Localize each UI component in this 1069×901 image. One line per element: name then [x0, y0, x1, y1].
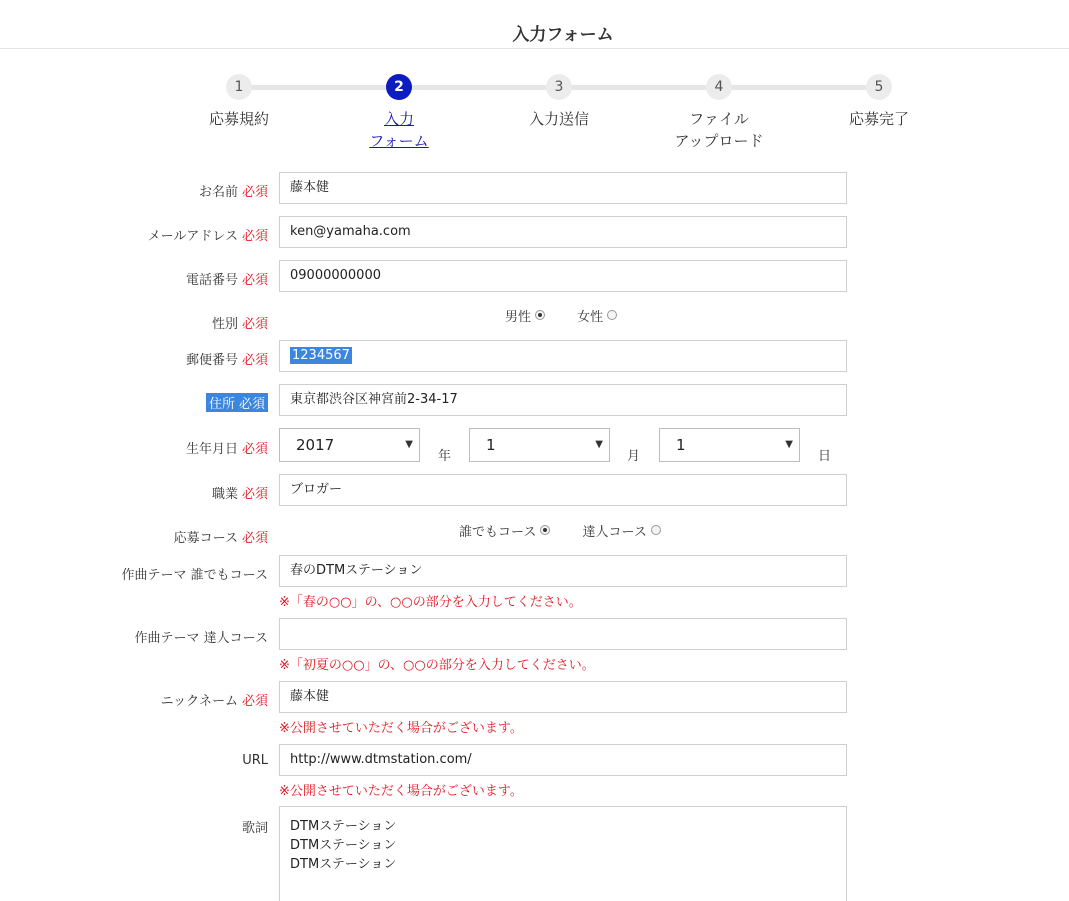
month-unit: 月	[627, 449, 641, 464]
gender-option-female[interactable]	[577, 306, 617, 325]
birthdate-label	[186, 438, 268, 457]
occupation-label-text: 職業	[211, 487, 238, 502]
phone-input[interactable]: 09000000000	[279, 260, 847, 292]
page-title: 入力フォーム	[512, 25, 614, 45]
step-label-line1[interactable]: 入力	[383, 110, 414, 128]
step-label-line1: ファイル	[689, 110, 749, 128]
step-label	[659, 108, 779, 152]
name-label	[199, 181, 268, 200]
gender-option-label[interactable]: 女性	[577, 310, 604, 325]
theme-everyone-label: 作曲テーマ 誰でもコース	[121, 568, 268, 583]
course-option-label[interactable]: 達人コース	[582, 525, 647, 540]
lyrics-line: DTMステーション	[290, 838, 397, 853]
step-number: 5	[866, 74, 892, 100]
postal-label	[186, 349, 268, 368]
required-badge: 必須	[241, 487, 268, 502]
url-note: ※公開させていただく場合がございます。	[279, 784, 523, 799]
course-option-expert[interactable]	[583, 521, 661, 540]
lyrics-line: DTMステーション	[290, 819, 397, 834]
occupation-label	[212, 483, 268, 502]
address-label-text: 住所	[208, 397, 235, 412]
step-label: 応募完了	[848, 110, 909, 128]
email-label	[148, 225, 268, 244]
gender-label-text: 性別	[211, 317, 238, 332]
course-radio-group	[459, 521, 689, 540]
course-option-label[interactable]: 誰でもコース	[459, 525, 537, 540]
gender-label	[212, 313, 268, 332]
radio-button[interactable]	[535, 310, 545, 320]
nickname-input[interactable]: 藤本健	[279, 681, 847, 713]
step-5	[819, 74, 939, 130]
required-badge: 必須	[241, 353, 268, 368]
gender-radio-group	[505, 306, 645, 325]
dropdown-arrow-icon: ▼	[785, 439, 793, 450]
theme-expert-note: ※「初夏の○○」の、○○の部分を入力してください。	[279, 658, 595, 673]
step-4	[659, 74, 779, 152]
birthdate-label-text: 生年月日	[185, 442, 238, 457]
theme-expert-label: 作曲テーマ 達人コース	[134, 631, 268, 646]
theme-expert-input[interactable]	[279, 618, 847, 650]
dropdown-arrow-icon: ▼	[405, 439, 413, 450]
url-label: URL	[242, 753, 268, 768]
day-value: 1	[676, 436, 686, 454]
day-select[interactable]	[659, 428, 800, 462]
step-number: 3	[546, 74, 572, 100]
course-label	[174, 527, 268, 546]
nickname-label-text: ニックネーム	[160, 694, 238, 709]
lyrics-label: 歌詞	[241, 821, 268, 836]
email-label-text: メールアドレス	[147, 229, 238, 244]
lyrics-textarea[interactable]	[279, 806, 847, 901]
year-unit: 年	[438, 449, 452, 464]
gender-option-male[interactable]	[505, 306, 545, 325]
step-number: 4	[706, 74, 732, 100]
step-label-line2[interactable]: フォーム	[369, 132, 429, 150]
lyrics-line: DTMステーション	[290, 857, 397, 872]
step-label: 応募規約	[208, 110, 269, 128]
required-badge: 必須	[241, 442, 268, 457]
postal-input[interactable]	[279, 340, 847, 372]
step-number: 2	[386, 74, 412, 100]
step-2[interactable]	[339, 74, 459, 152]
email-input[interactable]: ken@yamaha.com	[279, 216, 847, 248]
theme-everyone-input[interactable]: 春のDTMステーション	[279, 555, 847, 587]
name-label-text: お名前	[198, 185, 238, 200]
step-3	[499, 74, 619, 130]
gender-option-label[interactable]: 男性	[505, 310, 532, 325]
year-select[interactable]	[279, 428, 420, 462]
step-label-line2: アップロード	[674, 132, 764, 150]
month-select[interactable]	[469, 428, 610, 462]
occupation-input[interactable]: ブロガー	[279, 474, 847, 506]
course-option-everyone[interactable]	[459, 521, 550, 540]
required-badge: 必須	[241, 273, 268, 288]
postal-label-text: 郵便番号	[185, 353, 238, 368]
step-label[interactable]	[339, 108, 459, 152]
month-value: 1	[486, 436, 496, 454]
nickname-note: ※公開させていただく場合がございます。	[279, 721, 523, 736]
required-badge: 必須	[241, 185, 268, 200]
name-input[interactable]: 藤本健	[279, 172, 847, 204]
step-1	[179, 74, 299, 130]
year-value: 2017	[296, 436, 335, 454]
address-label	[206, 393, 268, 412]
nickname-label	[161, 690, 268, 709]
required-badge: 必須	[241, 229, 268, 244]
required-badge: 必須	[238, 397, 265, 412]
required-badge: 必須	[241, 694, 268, 709]
url-input[interactable]: http://www.dtmstation.com/	[279, 744, 847, 776]
course-label-text: 応募コース	[173, 531, 238, 546]
required-badge: 必須	[241, 317, 268, 332]
dropdown-arrow-icon: ▼	[595, 439, 603, 450]
required-badge: 必須	[241, 531, 268, 546]
phone-label	[186, 269, 268, 288]
theme-everyone-note: ※「春の○○」の、○○の部分を入力してください。	[279, 595, 582, 610]
radio-button[interactable]	[540, 525, 550, 535]
radio-button[interactable]	[651, 525, 661, 535]
radio-button[interactable]	[607, 310, 617, 320]
selected-text: 1234567	[292, 348, 350, 363]
day-unit: 日	[818, 449, 832, 464]
address-input[interactable]: 東京都渋谷区神宮前2-34-17	[279, 384, 847, 416]
step-label: 入力送信	[528, 110, 589, 128]
step-number: 1	[226, 74, 252, 100]
phone-label-text: 電話番号	[185, 273, 238, 288]
progress-stepper	[0, 0, 1069, 160]
